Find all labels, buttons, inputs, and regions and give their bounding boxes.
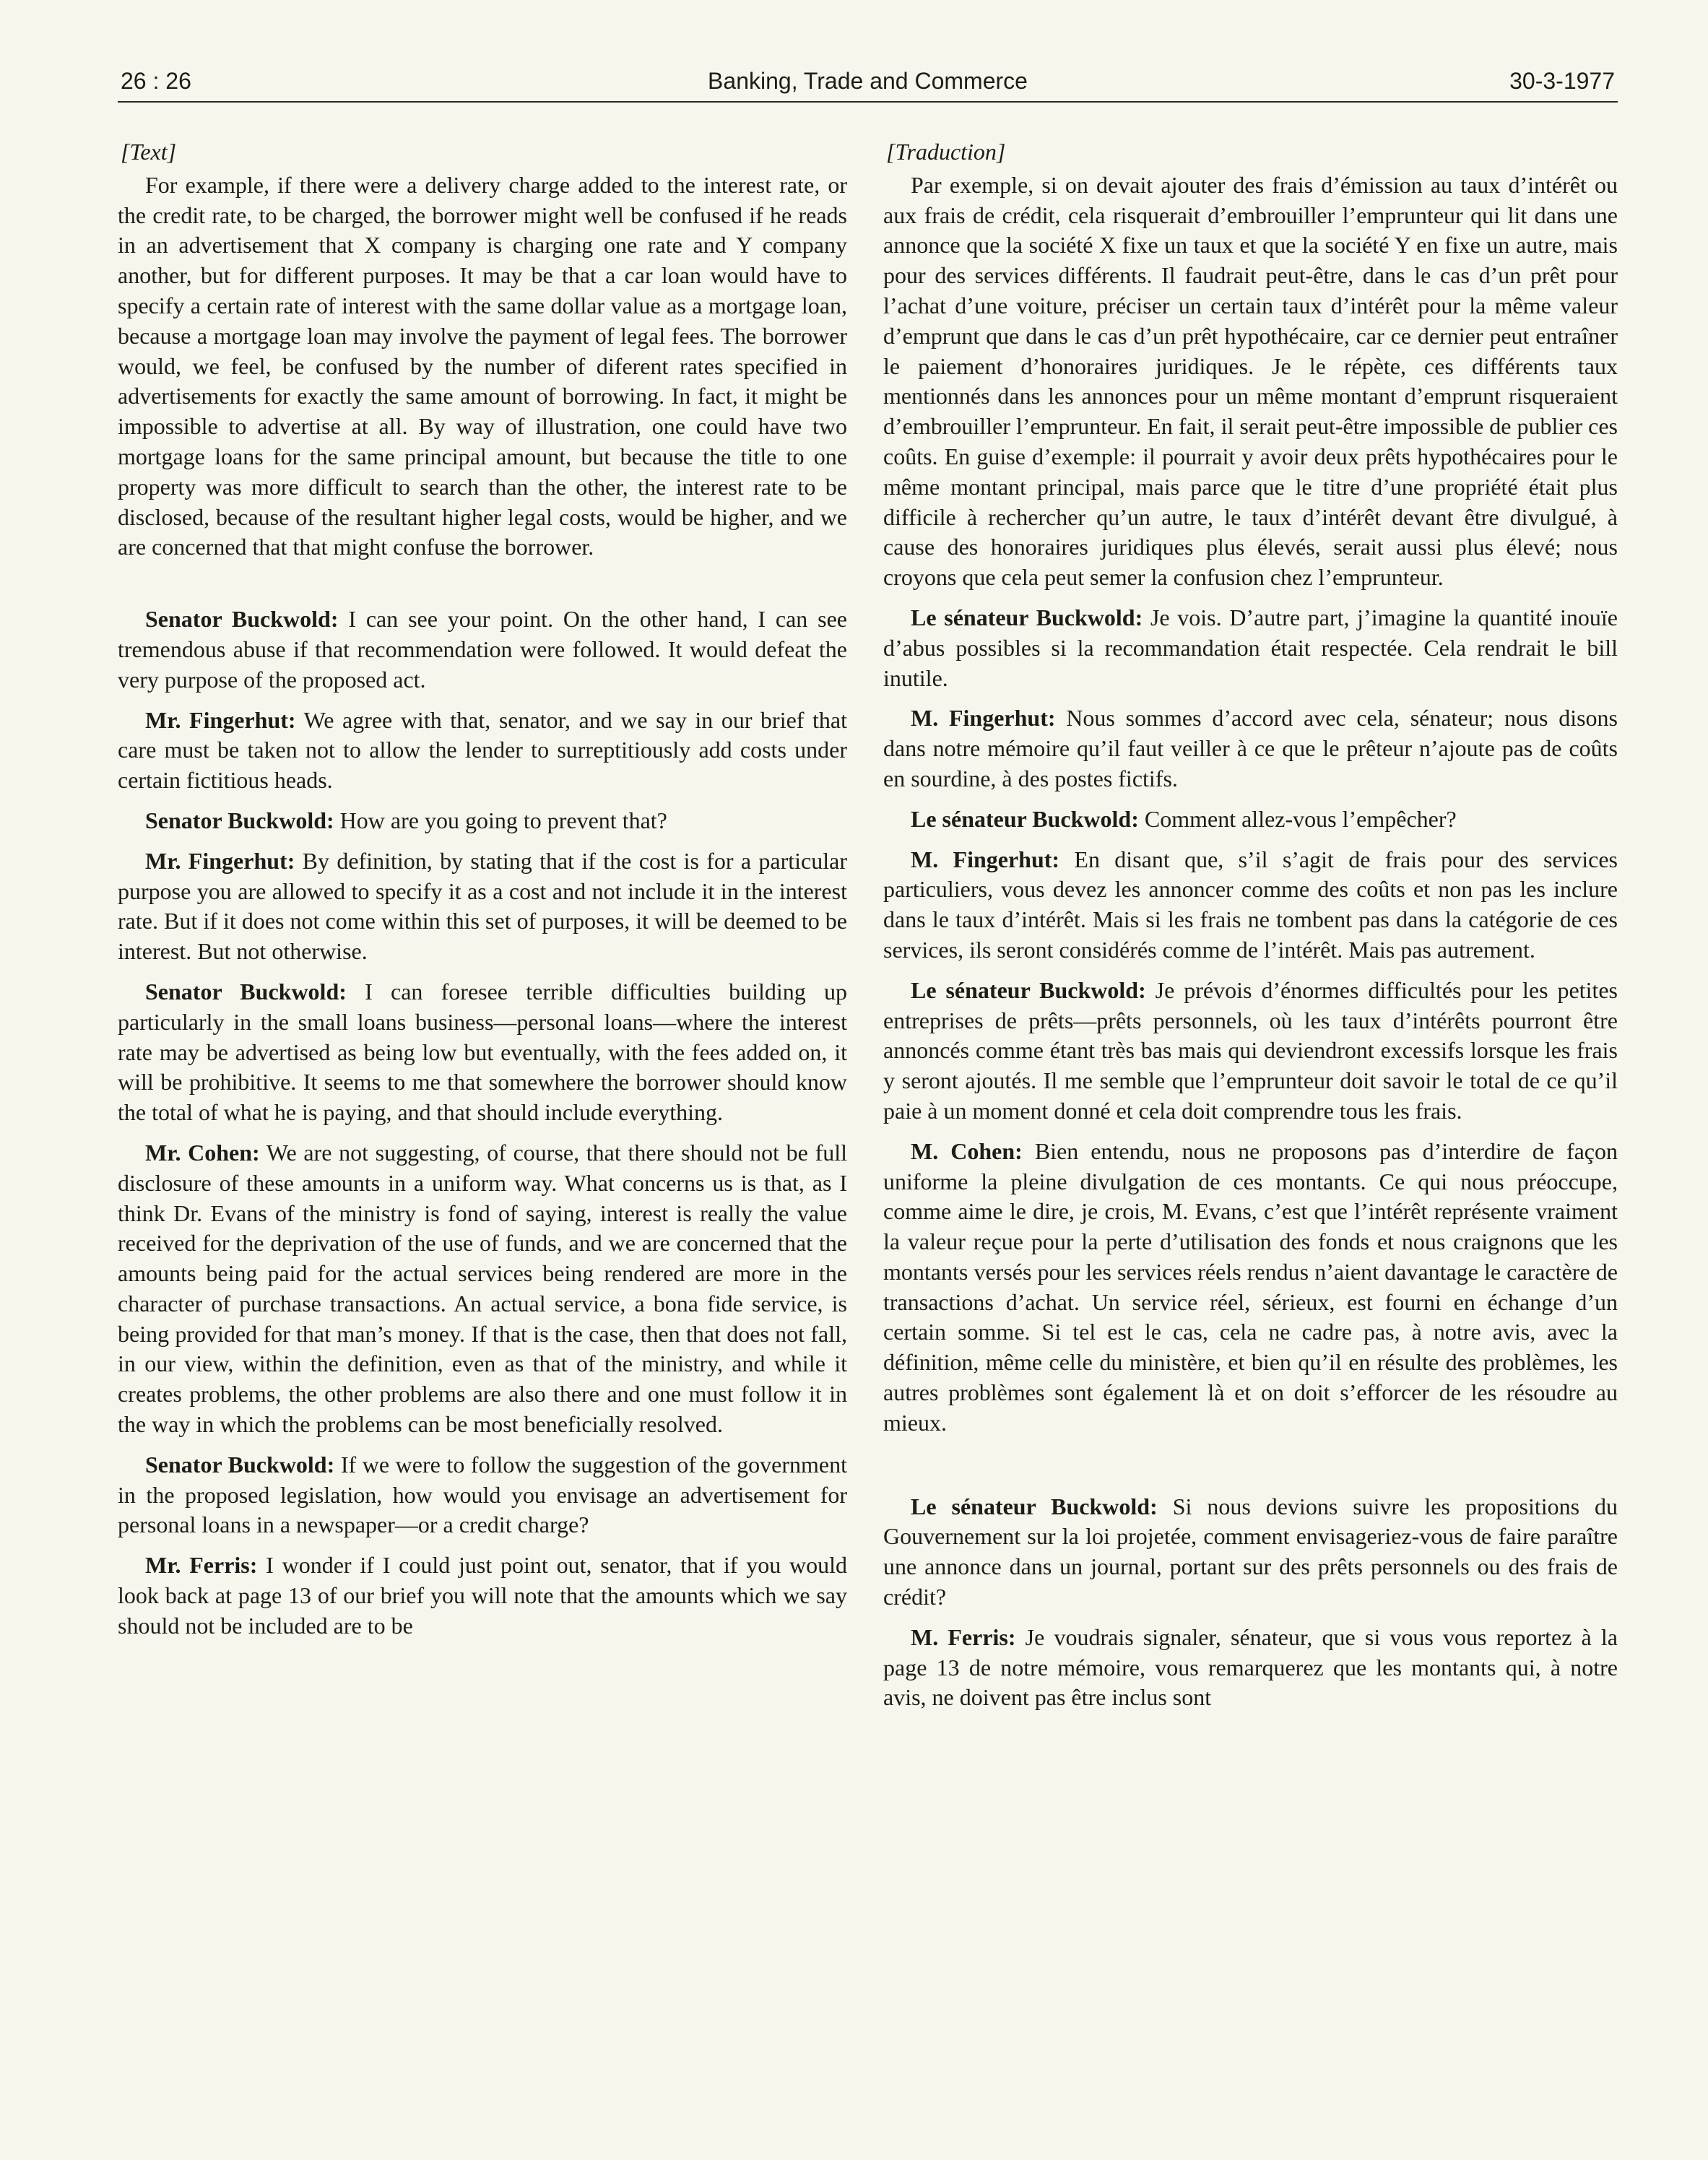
speaker-name: Le sénateur Buckwold: <box>911 1493 1158 1519</box>
speaker-name: Mr. Fingerhut: <box>145 847 295 874</box>
speaker-name: Le sénateur Buckwold: <box>911 805 1139 832</box>
english-speech <box>118 1550 847 1641</box>
french-speech <box>883 804 1618 835</box>
speaker-name: Le sénateur Buckwold: <box>911 976 1146 1003</box>
speaker-name: M. Fingerhut: <box>911 705 1056 732</box>
speech-text: Je prévois d’énormes difficultés pour les petites entreprises de prêts—prêts personnels, où les taux d’intérêts pourront être annoncés comme étant très bas mais qui deviendront excessifs lorsque les frais y seront ajoutés. Il me semble que l’emprunteur doit savoir le total de ce qu’il paie à un moment donné et cela doit comprendre tous les frais. <box>883 976 1618 1124</box>
speaker-name: Mr. Ferris: <box>145 1552 258 1579</box>
speaker-name: Senator Buckwold: <box>145 807 334 833</box>
french-column <box>883 137 1618 1723</box>
speaker-name: Le sénateur Buckwold: <box>911 604 1143 630</box>
speech-text: Si nous devions suivre les propositions du Gouvernement sur la loi projetée, comment envisageriez-vous de faire paraître une annonce dans un journal, portant sur des prêts personnels ou des frais de crédit? <box>883 1493 1618 1610</box>
french-intro-paragraph: Par exemple, si on devait ajouter des frais d’émission au taux d’intérêt ou aux frais de crédit, cela risquerait d’embrouiller l’emprunteur qui lit dans une annonce que la société X fixe un taux et que la société Y en fixe un autre, mais pour des services différents. Il faudrait peut-être, dans le cas d’un prêt pour l’achat d’une voiture, préciser un certain taux d’intérêt pour la même valeur d’emprunt que dans le cas d’un prêt hypothécaire, car ce dernier peut entraîner le paiement d’honoraires juridiques. Je le répète, ces différents taux mentionnés dans les annonces pour un même montant d’emprunt risqueraient d’embrouiller l’emprunteur. En fait, il serait peut-être impossible de publier ces coûts. En guise d’exemple: il pourrait y avoir deux prêts hypothécaires pour le même montant principal, mais parce que le titre d’une propriété était plus difficile à rechercher qu’un autre, le taux d’intérêt devant être divulgué, à cause des honoraires juridiques plus élevés, serait aussi plus élevé; nous croyons que cela peut semer la confusion chez l’emprunteur. <box>883 171 1618 591</box>
page-header <box>118 64 1618 103</box>
english-speech <box>118 1138 847 1440</box>
french-speech <box>883 1137 1618 1439</box>
speaker-name: Senator Buckwold: <box>145 978 347 1005</box>
speech-text: How are you going to prevent that? <box>334 807 667 833</box>
french-label: [Traduction] <box>886 139 1006 165</box>
speaker-name: Senator Buckwold: <box>145 1451 335 1478</box>
english-speech <box>118 1450 847 1540</box>
speech-text: If we were to follow the suggestion of the government in the proposed legislation, how would you envisage an advertisement for personal loans in a newspaper—or a credit charge? <box>118 1451 848 1538</box>
french-speech <box>883 603 1618 693</box>
speaker-name: M. Fingerhut: <box>911 846 1060 872</box>
speech-text: En disant que, s’il s’agit de frais pour des services particuliers, vous devez les annoncer comme des coûts et non pas les inclure dans le taux d’intérêt. Mais si les frais ne tombent pas dans la catégorie de ces services, ils seront considérés comme de l’intérêt. Mais pas autrement. <box>883 846 1618 963</box>
french-speech <box>883 1492 1618 1613</box>
speech-text: I can foresee terrible difficulties building up particularly in the small loans business—personal loans—where the interest rate may be advertised as being low but eventually, with the fees added on, it will be prohibitive. It seems to me that somewhere the borrower should know the total of what he is paying, and that should include everything. <box>118 978 848 1126</box>
speech-text: Nous sommes d’accord avec cela, sénateur; nous disons dans notre mémoire qu’il faut veiller à ce que le prêteur n’ajoute pas de coûts en sourdine, à des postes fictifs. <box>883 705 1618 791</box>
speech-text: I can see your point. On the other hand, I can see tremendous abuse if that recommendation were followed. It would defeat the very purpose of the proposed act. <box>118 606 848 693</box>
speech-text: Comment allez-vous l’empêcher? <box>1138 805 1457 832</box>
speech-text: I wonder if I could just point out, senator, that if you would look back at page 13 of our brief you will note that the amounts which we say should not be included are to be <box>118 1552 848 1639</box>
english-speech <box>118 604 847 695</box>
french-speech <box>883 976 1618 1127</box>
english-speech <box>118 706 847 796</box>
speaker-name: M. Cohen: <box>911 1137 1023 1164</box>
english-speech <box>118 846 847 967</box>
english-column <box>118 137 847 1652</box>
english-speech <box>118 977 847 1128</box>
speaker-name: M. Ferris: <box>911 1623 1016 1650</box>
speaker-name: Mr. Cohen: <box>145 1139 260 1166</box>
speaker-name: Senator Buckwold: <box>145 606 339 633</box>
running-title: Banking, Trade and Commerce <box>708 68 1028 94</box>
english-label: [Text] <box>121 139 177 165</box>
speech-text: By definition, by stating that if the cost is for a particular purpose you are allowed to specify it as a cost and not include it in the interest rate. But if it does not come within this set of purposes, it will be deemed to be interest. But not otherwise. <box>118 847 847 965</box>
speech-text: Je voudrais signaler, sénateur, que si vous vous reportez à la page 13 de notre mémoire, vous remarquerez que les montants qui, à notre avis, ne doivent pas être inclus sont <box>883 1623 1618 1711</box>
page-number: 26 : 26 <box>121 68 191 94</box>
french-speech <box>883 703 1618 794</box>
speech-text: We are not suggesting, of course, that there should not be full disclosure of these amounts in a uniform way. What concerns us is that, as I think Dr. Evans of the ministry is fond of saying, interest is really the value received for the deprivation of the use of funds, and we are concerned that the amounts being paid for the actual services being rendered are more in the character of purchase transactions. An actual service, a bona fide service, is being provided for that man’s money. If that is the case, then that does not fall, in our view, within the definition, even as that of the ministry, and while it creates problems, the other problems are also there and one must follow it in the way in which the problems can be most beneficially resolved. <box>118 1139 848 1438</box>
page-date: 30-3-1977 <box>1509 68 1615 94</box>
english-speech <box>118 806 847 836</box>
speech-text: Je vois. D’autre part, j’imagine la quantité inouïe d’abus possibles si la recommandation était respectée. Cela rendrait le bill inutile. <box>883 604 1618 691</box>
speaker-name: Mr. Fingerhut: <box>145 706 296 733</box>
english-intro-paragraph: For example, if there were a delivery charge added to the interest rate, or the credit rate, to be charged, the borrower might well be confused if he reads in an advertisement that X company is charging one rate and Y company another, but for different purposes. It may be that a car loan would have to specify a certain rate of interest with the same dollar value as a mortgage loan, because a mortgage loan may involve the payment of legal fees. The borrower would, we feel, be confused by the number of diferent rates specified in advertisements for exactly the same amount of borrowing. In fact, it might be impossible to advertise at all. By way of illustration, one could have two mortgage loans for the same principal amount, but because the title to one property was more difficult to search than the other, the interest rate to be disclosed, because of the resultant higher legal costs, would be higher, and we are concerned that that might confuse the borrower. <box>118 171 847 560</box>
french-speech <box>883 1623 1618 1713</box>
speech-text: We agree with that, senator, and we say in our brief that care must be taken not to allow the lender to surreptitiously add costs under certain fictitious heads. <box>118 706 848 794</box>
speech-text: Bien entendu, nous ne proposons pas d’interdire de façon uniforme la pleine divulgation de ces montants. Ce qui nous préoccupe, comme aime le dire, je crois, M. Evans, c’est que l’intérêt représente vraiment la valeur reçue pour la perte d’utilisation des fonds et nous craignons que les montants versés pour les services réels rendus n’aient davantage le caractère de transactions d’achat. Un service réel, sérieux, est fourni en échange d’un certain somme. Si tel est le cas, cela ne cadre pas, à notre avis, avec la définition, même celle du ministère, et bien qu’il en résulte des problèmes, les autres problèmes sont également là et on doit s’efforcer de les résoudre au mieux. <box>883 1137 1618 1436</box>
french-speech <box>883 845 1618 966</box>
